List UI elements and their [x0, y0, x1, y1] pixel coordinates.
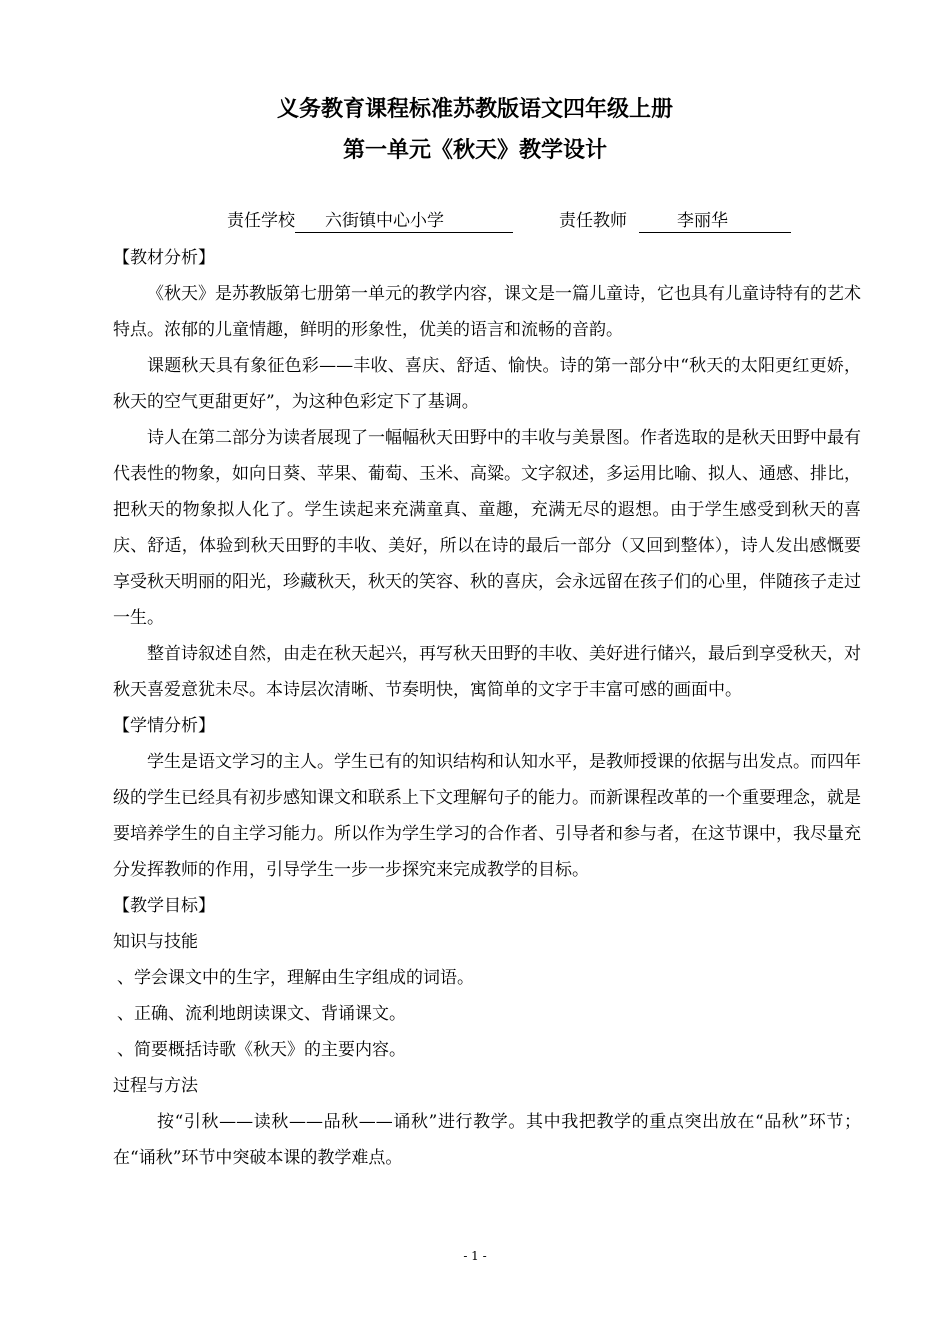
document-body [113, 240, 861, 1176]
paragraph: 诗人在第二部分为读者展现了一幅幅秋天田野中的丰收与美景图。作者选取的是秋天田野中最有代表性的物象，如向日葵、苹果、葡萄、玉米、高粱。文字叙述，多运用比喻、拟人、通感、排比，把秋天的物象拟人化了。学生读起来充满童真、童趣，充满无尽的遐想。由于学生感受到秋天的喜庆、舒适，体验到秋天田野的丰收、美好，所以在诗的最后一部分（又回到整体），诗人发出感慨要享受秋天明丽的阳光，珍藏秋天，秋天的笑容、秋的喜庆，会永远留在孩子们的心里，伴随孩子走过一生。 [113, 428, 861, 628]
section-heading-teaching-goals: 【教学目标】 [113, 896, 215, 916]
page-number: - 1 - [463, 1249, 487, 1263]
teacher-label: 责任教师 [559, 211, 627, 231]
subheading-process-method: 过程与方法 [113, 1076, 198, 1096]
school-value: 六街镇中心小学 [295, 210, 513, 233]
paragraph: 学生是语文学习的主人。学生已有的知识结构和认知水平，是教师授课的依据与出发点。而四年级的学生已经具有初步感知课文和联系上下文理解句子的能力。而新课程改革的一个重要理念，就是要培养学生的自主学习能力。所以作为学生学习的合作者、引导者和参与者，在这节课中，我尽量充分发挥教师的作用，引导学生一步一步探究来完成教学的目标。 [113, 752, 861, 880]
list-item: 、简要概括诗歌《秋天》的主要内容。 [117, 1040, 406, 1060]
paragraph: 《秋天》是苏教版第七册第一单元的教学内容，课文是一篇儿童诗，它也具有儿童诗特有的艺术特点。浓郁的儿童情趣，鲜明的形象性，优美的语言和流畅的音韵。 [113, 284, 861, 340]
teacher-value: 李丽华 [639, 210, 791, 233]
list-item: 、正确、流利地朗读课文、背诵课文。 [117, 1004, 406, 1024]
paragraph: 整首诗叙述自然，由走在秋天起兴，再写秋天田野的丰收、美好进行储兴，最后到享受秋天，对秋天喜爱意犹未尽。本诗层次清晰、节奏明快，寓简单的文字于丰富可感的画面中。 [113, 644, 861, 700]
document-subtitle: 第一单元《秋天》教学设计 [342, 138, 607, 163]
author-info [227, 207, 847, 235]
paragraph: 课题秋天具有象征色彩——丰收、喜庆、舒适、愉快。诗的第一部分中“秋天的太阳更红更娇，秋天的空气更甜更好”，为这种色彩定下了基调。 [113, 356, 861, 412]
section-heading-textbook-analysis: 【教材分析】 [113, 248, 215, 268]
list-item: 、学会课文中的生字，理解由生字组成的词语。 [117, 968, 474, 988]
section-heading-student-analysis: 【学情分析】 [113, 716, 215, 736]
paragraph: 按“引秋——读秋——品秋——诵秋”进行教学。其中我把教学的重点突出放在“品秋”环节；在“诵秋”环节中突破本课的教学难点。 [113, 1112, 861, 1168]
school-label: 责任学校 [227, 211, 295, 231]
document-title: 义务教育课程标准苏教版语文四年级上册 [276, 97, 673, 122]
subheading-knowledge-skills: 知识与技能 [113, 932, 198, 952]
